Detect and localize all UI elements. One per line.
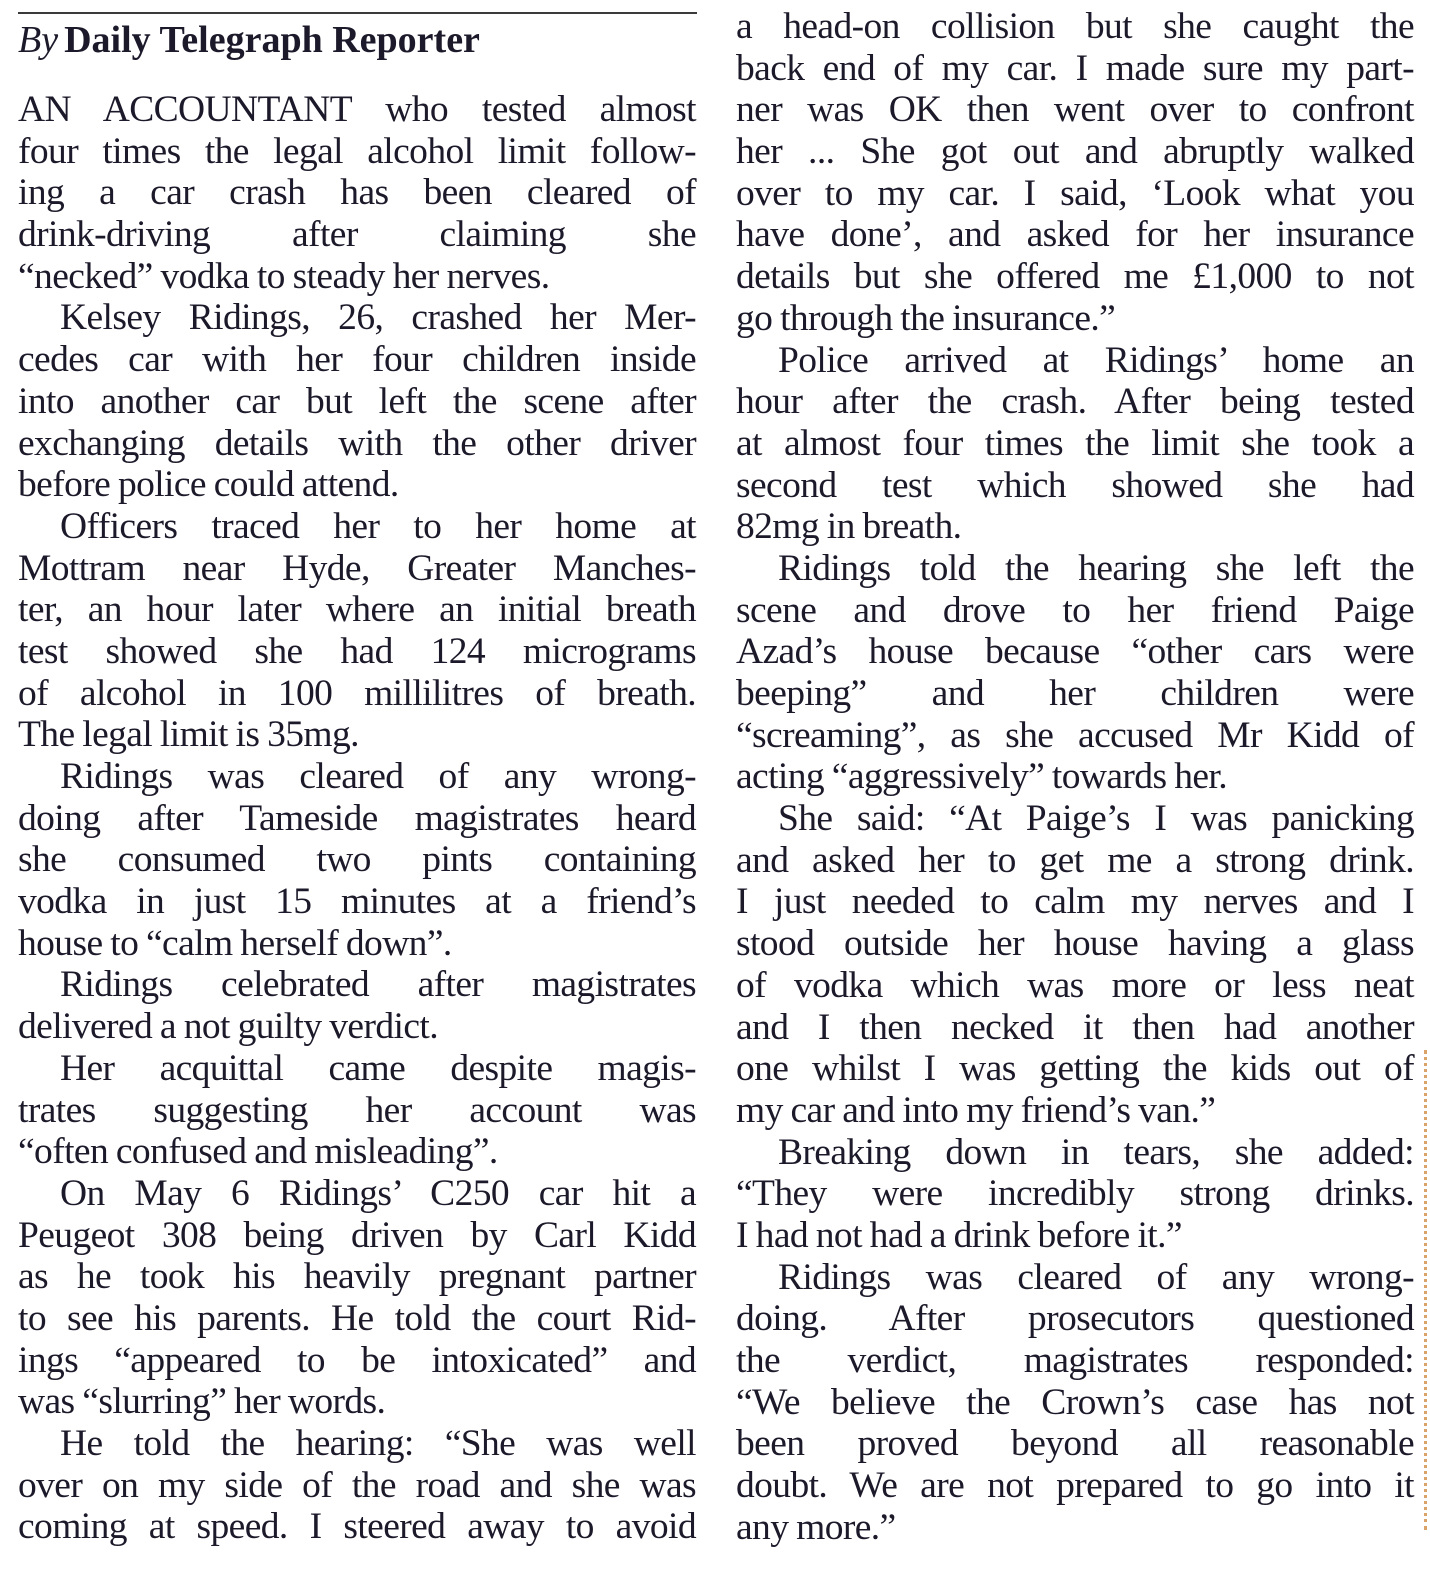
article-column-left — [18, 89, 696, 1548]
text-line: as he took his heavily pregnant partner — [18, 1256, 696, 1298]
text-line: “They were incredibly strong drinks. — [736, 1173, 1414, 1215]
text-line: her ... She got out and abruptly walked — [736, 131, 1414, 173]
text-line: coming at speed. I steered away to avoid — [18, 1506, 696, 1548]
paragraph — [18, 89, 696, 297]
text-line: Kelsey Ridings, 26, crashed her Mer- — [60, 297, 696, 339]
text-line: a head-on collision but she caught the — [736, 6, 1414, 47]
text-line: Ridings was cleared of any wrong- — [60, 756, 696, 797]
text-line: my car and into my friend’s van.” — [736, 1089, 1216, 1131]
text-line: the verdict, magistrates responded: — [736, 1340, 1414, 1381]
paragraph — [18, 506, 696, 756]
text-line: and asked her to get me a strong drink. — [736, 839, 1414, 881]
byline-author: Daily Telegraph Reporter — [64, 19, 480, 61]
text-line: AN ACCOUNTANT who tested almost — [18, 89, 696, 130]
text-line: I just needed to calm my nerves and I — [736, 881, 1414, 923]
text-line: Officers traced her to her home at — [60, 505, 696, 547]
paragraph — [18, 1423, 696, 1548]
text-line: ner was OK then went over to confront — [736, 89, 1414, 131]
text-line: Police arrived at Ridings’ home an — [778, 339, 1414, 381]
text-line: she consumed two pints containing — [18, 839, 696, 881]
text-line: exchanging details with the other driver — [18, 422, 696, 464]
paragraph — [736, 798, 1414, 1132]
paragraph — [18, 756, 696, 964]
text-line: any more.” — [736, 1506, 896, 1548]
text-line: vodka in just 15 minutes at a friend’s — [18, 881, 696, 923]
paragraph — [18, 297, 696, 505]
text-line: ter, an hour later where an initial breath — [18, 589, 696, 631]
text-line: was “slurring” her words. — [18, 1381, 386, 1423]
text-line: delivered a not guilty verdict. — [18, 1006, 438, 1048]
text-line: Her acquittal came despite magis- — [60, 1047, 696, 1089]
text-line: at almost four times the limit she took a — [736, 422, 1414, 464]
text-line: been proved beyond all reasonable — [736, 1423, 1414, 1465]
text-line: Peugeot 308 being driven by Carl Kidd — [18, 1214, 696, 1256]
text-line: Ridings was cleared of any wrong- — [778, 1256, 1414, 1298]
text-line: drink-driving after claiming she — [18, 214, 696, 256]
text-line: hour after the crash. After being tested — [736, 381, 1414, 423]
text-line: I had not had a drink before it.” — [736, 1214, 1182, 1256]
text-line: 82mg in breath. — [736, 506, 962, 548]
text-line: Azad’s house because “other cars were — [736, 631, 1414, 673]
text-line: doing after Tameside magistrates heard — [18, 797, 696, 839]
text-line: Ridings celebrated after magistrates — [60, 964, 696, 1006]
text-line: doubt. We are not prepared to go into it — [736, 1465, 1414, 1507]
text-line: scene and drove to her friend Paige — [736, 589, 1414, 631]
paragraph — [736, 1132, 1414, 1257]
text-line: have done’, and asked for her insurance — [736, 214, 1414, 256]
top-rule — [18, 12, 697, 14]
text-line: one whilst I was getting the kids out of — [736, 1048, 1414, 1090]
text-line: “screaming”, as she accused Mr Kidd of — [736, 714, 1414, 756]
paragraph — [18, 1048, 696, 1173]
text-line: over on my side of the road and she was — [18, 1464, 696, 1506]
text-line: ing a car crash has been cleared of — [18, 172, 696, 214]
text-line: Mottram near Hyde, Greater Manches- — [18, 547, 696, 589]
text-line: stood outside her house having a glass — [736, 923, 1414, 965]
text-line: of vodka which was more or less neat — [736, 964, 1414, 1006]
text-line: “often confused and misleading”. — [18, 1131, 498, 1173]
text-line: before police could attend. — [18, 464, 399, 506]
text-line: test showed she had 124 micrograms — [18, 630, 696, 672]
text-line: back end of my car. I made sure my part- — [736, 47, 1414, 89]
text-line: details but she offered me £1,000 to not — [736, 256, 1414, 298]
text-line: “necked” vodka to steady her nerves. — [18, 255, 550, 297]
paragraph — [18, 1173, 696, 1423]
text-line: of alcohol in 100 millilitres of breath. — [18, 672, 696, 714]
text-line: The legal limit is 35mg. — [18, 714, 359, 756]
text-line: He told the hearing: “She was well — [60, 1423, 696, 1464]
text-line: four times the legal alcohol limit follow- — [18, 130, 696, 172]
text-line: house to “calm herself down”. — [18, 922, 452, 964]
text-line: trates suggesting her account was — [18, 1089, 696, 1131]
text-line: On May 6 Ridings’ C250 car hit a — [60, 1172, 696, 1214]
byline — [18, 18, 480, 62]
text-line: to see his parents. He told the court Rid- — [18, 1297, 696, 1339]
paragraph — [736, 1257, 1414, 1549]
text-line: She said: “At Paige’s I was panicking — [778, 798, 1414, 840]
paragraph — [736, 6, 1414, 340]
text-line: ings “appeared to be intoxicated” and — [18, 1339, 696, 1381]
text-line: beeping” and her children were — [736, 673, 1414, 714]
paragraph — [736, 340, 1414, 548]
text-line: Breaking down in tears, she added: — [778, 1131, 1414, 1173]
text-line: over to my car. I said, ‘Look what you — [736, 172, 1414, 214]
text-line: cedes car with her four children inside — [18, 339, 696, 381]
article-column-right — [736, 6, 1414, 1548]
clipping-edge — [1424, 1050, 1427, 1530]
paragraph — [736, 548, 1414, 798]
text-line: second test which showed she had — [736, 464, 1414, 506]
text-line: acting “aggressively” towards her. — [736, 756, 1227, 798]
text-line: go through the insurance.” — [736, 297, 1116, 339]
text-line: doing. After prosecutors questioned — [736, 1298, 1414, 1340]
text-line: “We believe the Crown’s case has not — [736, 1381, 1414, 1423]
byline-prefix: By — [18, 19, 59, 61]
text-line: and I then necked it then had another — [736, 1006, 1414, 1048]
text-line: into another car but left the scene after — [18, 380, 696, 422]
paragraph — [18, 964, 696, 1047]
text-line: Ridings told the hearing she left the — [778, 547, 1414, 589]
